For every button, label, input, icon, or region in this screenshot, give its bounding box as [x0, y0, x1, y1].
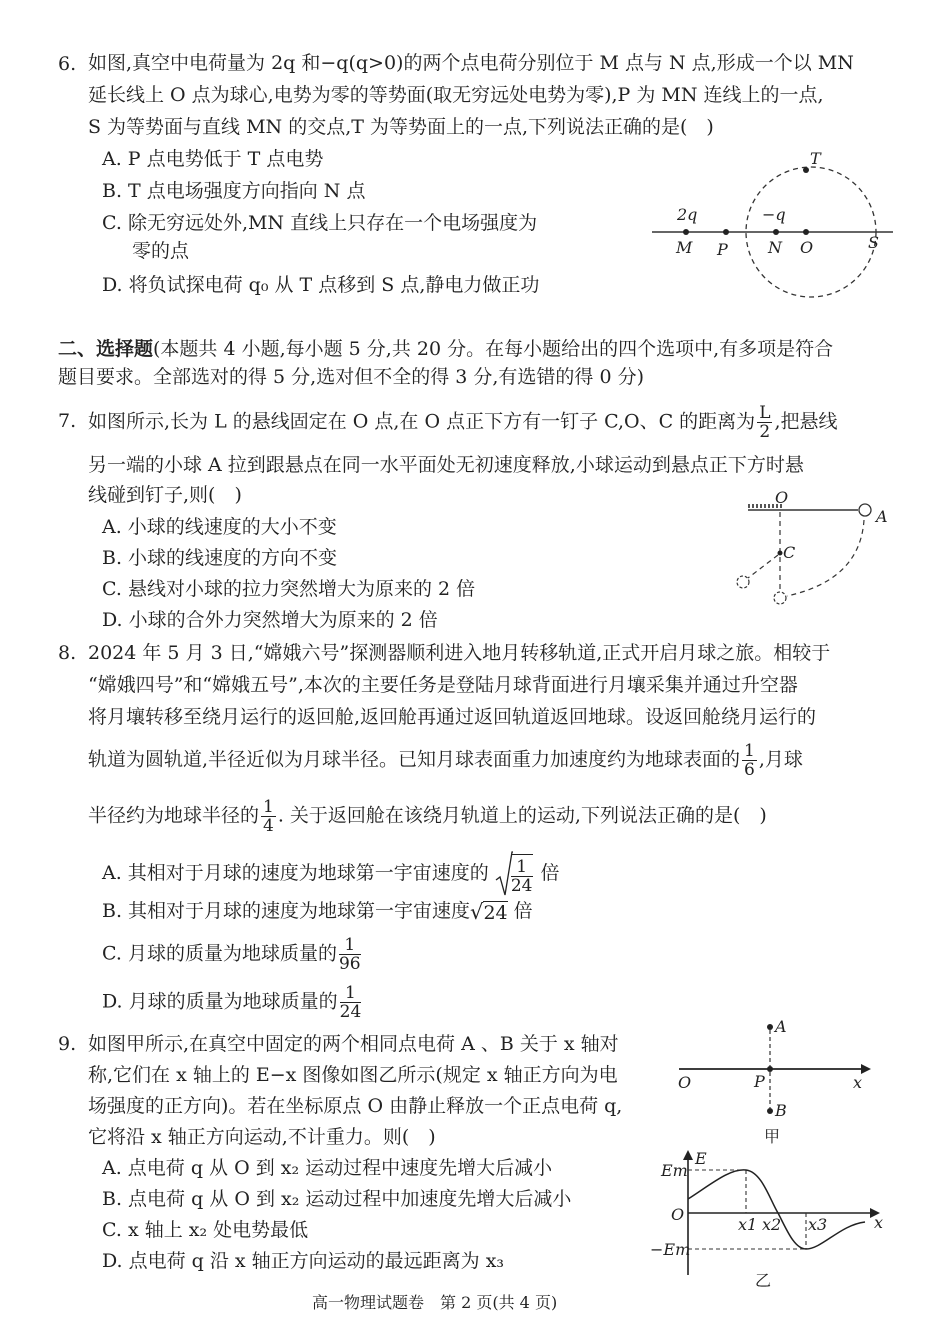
label-x3: x3 [808, 1215, 828, 1234]
q8-stem4-a: 轨道为圆轨道,半径近似为月球半径。已知月球表面重力加速度约为地球表面的 [88, 748, 741, 771]
point-p-jia [767, 1066, 773, 1072]
section2-desc-line2: 题目要求。全部选对的得 5 分,选对但不全的得 3 分,有选错的得 0 分) [58, 366, 644, 388]
q8-stem-line4 [88, 742, 803, 779]
ball-bottom [774, 592, 786, 604]
q6-stem-line3: S 为等势面与直线 MN 的交点,T 为等势面上的一点,下列说法正确的是( ) [88, 116, 714, 138]
q6-option-d: D. 将负试探电荷 q₀ 从 T 点移到 S 点,静电力做正功 [102, 274, 540, 296]
label-c: C [783, 543, 796, 562]
frac-denominator: 24 [510, 875, 533, 896]
frac-denominator: 96 [338, 954, 361, 974]
label-b-jia: B [775, 1101, 787, 1120]
q9-stem-line2: 称,它们在 x 轴上的 E−x 图像如图乙所示(规定 x 轴正方向为电 [88, 1064, 618, 1086]
q7-option-a: A. 小球的线速度的大小不变 [102, 516, 337, 538]
label-p: P [717, 240, 728, 259]
frac-1-over-24 [511, 854, 533, 895]
page-footer: 高一物理试题卷 第 2 页(共 4 页) [312, 1293, 558, 1312]
point-p [723, 229, 729, 235]
q6-option-a: A. P 点电势低于 T 点电势 [102, 148, 324, 170]
q8-stem-line5 [88, 798, 767, 835]
q8-number: 8. [58, 642, 77, 664]
frac-numerator: L [759, 403, 771, 423]
q8-option-b [102, 898, 533, 926]
label-o-yi: O [671, 1205, 685, 1224]
q7-option-d: D. 小球的合外力突然增大为原来的 2 倍 [102, 609, 438, 631]
frac-numerator: 1 [744, 741, 755, 761]
frac-denominator: 2 [759, 422, 771, 442]
q9-stem-line4: 它将沿 x 轴正方向运动,不计重力。则( ) [88, 1126, 436, 1148]
section2-title: 二、选择题 [58, 338, 154, 360]
frac-numerator: 1 [339, 936, 361, 955]
q8-option-d [102, 984, 363, 1021]
label-a-q7: A [876, 507, 888, 526]
q8-option-c-text: C. 月球的质量为地球质量的 [102, 942, 337, 965]
q9-option-c: C. x 轴上 x₂ 处电势最低 [102, 1219, 309, 1241]
label-o: O [800, 238, 814, 257]
q8-stem-line3: 将月壤转移至绕月运行的返回舱,返回舱再通过返回轨道返回地球。设返回舱绕月运行的 [88, 706, 817, 728]
charge-b [767, 1108, 773, 1114]
q8-stem-line1: 2024 年 5 月 3 日,“嫦娥六号”探测器顺利进入地月转移轨道,正式开启月球之旅。相较于 [88, 642, 831, 664]
label-t: T [810, 149, 821, 168]
e-x-curve [688, 1170, 865, 1249]
label-a-jia: A [775, 1017, 787, 1036]
ball-left [737, 576, 749, 588]
q8-stem5-a: 半径约为地球半径的 [88, 804, 260, 827]
label-neg-q: −q [762, 205, 786, 224]
q6-option-b: B. T 点电场强度方向指向 N 点 [102, 180, 366, 202]
q9-option-d: D. 点电荷 q 沿 x 轴正方向运动的最远距离为 x₃ [102, 1250, 505, 1272]
q6-option-c-cont: 零的点 [132, 240, 190, 262]
q7-option-b: B. 小球的线速度的方向不变 [102, 547, 338, 569]
frac-denominator: 6 [744, 760, 755, 780]
label-e: E [695, 1149, 707, 1168]
q8-option-a-suffix: 倍 [540, 862, 560, 884]
q6-stem-line1: 如图,真空中电荷量为 2q 和−q(q>0)的两个点电荷分别位于 M 点与 N 点,形成一个以 MN [88, 52, 854, 74]
frac-1-over-4 [261, 798, 276, 835]
label-x2: x2 [762, 1215, 782, 1234]
frac-denominator: 24 [339, 1002, 362, 1022]
caption-yi: 乙 [755, 1271, 772, 1290]
sqrt-radicand: 24 [483, 901, 508, 924]
section2-header [58, 336, 833, 362]
q8-option-a-text: A. 其相对于月球的速度为地球第一宇宙速度的 [102, 862, 489, 884]
point-m [683, 229, 689, 235]
label-p-jia: P [754, 1072, 765, 1091]
point-n [773, 229, 779, 235]
caption-jia: 甲 [764, 1127, 781, 1146]
q8-stem5-b: . 关于返回舱在该绕月轨道上的运动,下列说法正确的是( ) [277, 804, 767, 827]
label-n: N [768, 238, 782, 257]
frac-numerator: 1 [340, 984, 362, 1003]
label-s: S [868, 233, 879, 252]
q8-option-c [102, 936, 363, 973]
q9-stem-line3: 场强度的正方向)。若在坐标原点 O 由静止释放一个正点电荷 q, [88, 1095, 623, 1117]
frac-numerator: 1 [263, 797, 274, 817]
nail-c [778, 551, 783, 556]
q8-option-b-text: B. 其相对于月球的速度为地球第一宇宙速度 [102, 900, 471, 922]
q6-option-c: C. 除无穷远处外,MN 直线上只存在一个电场强度为 [102, 212, 538, 234]
label-neg-em: −Em [650, 1240, 691, 1259]
point-o [803, 229, 809, 235]
q7-option-c: C. 悬线对小球的拉力突然增大为原来的 2 倍 [102, 578, 476, 600]
radical-sign [495, 850, 513, 898]
frac-1-over-6 [742, 742, 757, 779]
label-o-q7: O [775, 488, 789, 507]
e-axis-arrow [683, 1150, 693, 1160]
q7-stem-line3: 线碰到钉子,则( ) [88, 484, 242, 506]
q6-number: 6. [58, 53, 77, 75]
q7-stem-b: ,把悬线 [774, 410, 838, 433]
q9-number: 9. [58, 1033, 77, 1055]
q8-option-d-text: D. 月球的质量为地球质量的 [102, 990, 338, 1013]
q8-stem4-b: ,月球 [758, 748, 803, 771]
q7-stem-a: 如图所示,长为 L 的悬线固定在 O 点,在 O 点正下方有一钉子 C,O、C 的距离为 [88, 410, 756, 433]
q9-option-b: B. 点电荷 q 从 O 到 x₂ 运动过程中加速度先增大后减小 [102, 1188, 572, 1210]
q7-stem-line2: 另一端的小球 A 拉到跟悬点在同一水平面处无初速度释放,小球运动到悬点正下方时悬 [88, 454, 804, 476]
q8-stem-line2: “嫦娥四号”和“嫦娥五号”,本次的主要任务是登陆月球背面进行月壤采集并通过升空器 [88, 674, 798, 696]
q9-stem-line1: 如图甲所示,在真空中固定的两个相同点电荷 A 、B 关于 x 轴对 [88, 1033, 619, 1055]
short-string [748, 555, 778, 578]
frac-l-over-2 [757, 404, 772, 441]
frac-numerator: 1 [511, 858, 533, 877]
label-x1: x1 [738, 1215, 758, 1234]
q8-option-b-suffix: 倍 [513, 900, 533, 922]
x-arrow-jia [861, 1064, 871, 1074]
label-em: Em [661, 1161, 688, 1180]
q7-number: 7. [58, 410, 77, 432]
section2-desc-line1: (本题共 4 小题,每小题 5 分,共 20 分。在每小题给出的四个选项中,有多项是符合 [153, 338, 834, 360]
frac-denominator: 4 [263, 816, 274, 836]
charge-a [767, 1024, 773, 1030]
frac-1-over-96 [339, 936, 361, 973]
frac-1-over-24 [340, 984, 362, 1021]
q6-stem-line2: 延长线上 O 点为球心,电势为零的等势面(取无穷远处电势为零),P 为 MN 连线上的一点, [88, 84, 824, 106]
sqrt-24: √24 [470, 899, 508, 924]
q7-stem-line1 [88, 404, 838, 441]
q8-option-a [102, 850, 560, 898]
q9-option-a: A. 点电荷 q 从 O 到 x₂ 运动过程中速度先增大后减小 [102, 1157, 553, 1179]
point-t [803, 167, 809, 173]
ball-a [859, 504, 871, 516]
label-m: M [676, 238, 693, 257]
label-x-yi: x [874, 1213, 884, 1232]
label-x-jia: x [853, 1073, 863, 1092]
label-o-jia: O [678, 1073, 692, 1092]
label-2q: 2q [677, 205, 698, 224]
swing-arc [787, 520, 864, 596]
